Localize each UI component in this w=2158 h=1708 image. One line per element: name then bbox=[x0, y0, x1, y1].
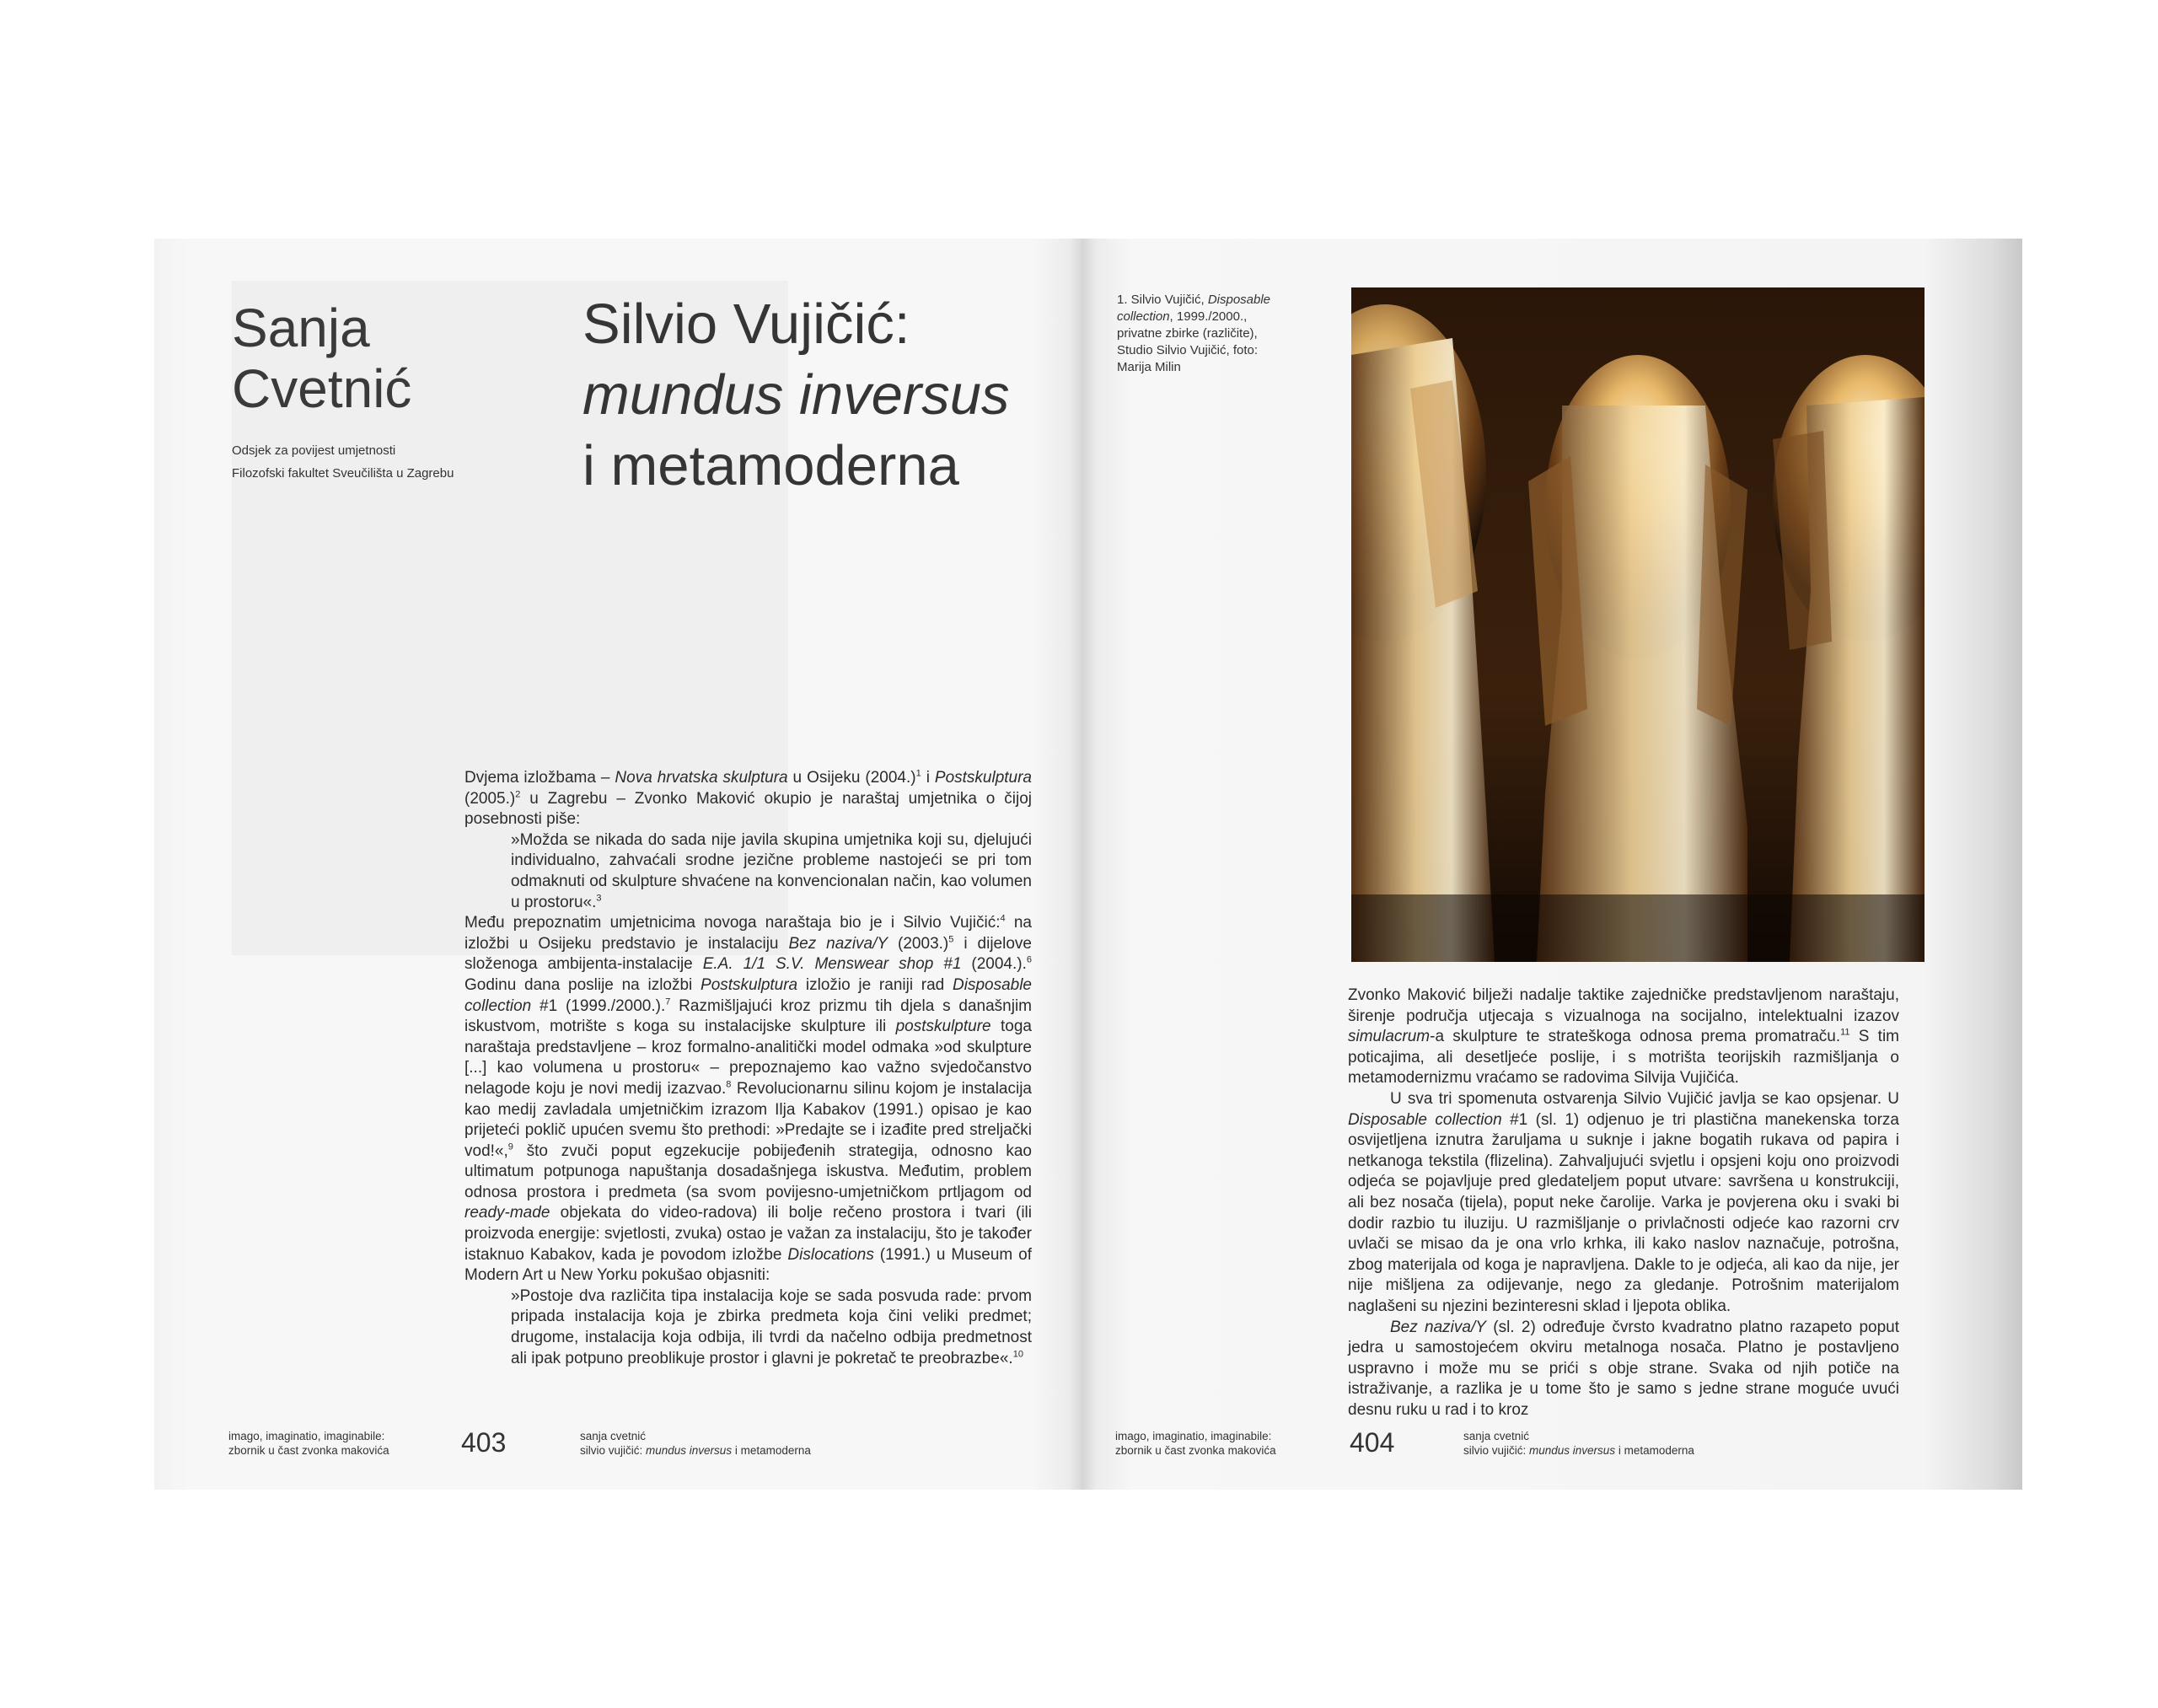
paragraph: U sva tri spomenuta ostvarenja Silvio Vujičić javlja se kao opsjenar. U Disposable collection #1 (sl. 1) odjenuo je tri plastična manekenska torza osvijetljena iznutra žaruljama u suknje i jakne bogatih rukava od papira i netkanoga tekstila (flizelina). Zahvaljujući svjetlu i opsjeni koju ono proizvodi odjeća se pojavljuje pred gledateljem poput utvare: savršena u konstrukciji, ali bez nosača (tijela), poput neke čarolije. Varka je povjerena oku i svaki bi dodir razbio tu iluziju. U razmišljanje o privlačnosti odjeće kao razorni crv uvlači se misao da je ona vrlo krhka, ili kako naslov naznačuje, potrošna, zbog materijala od koga je napravljena. Dakle to je odjeća, ali kao da nije, jer nije mišljena za odijevanje, nego za gledanje. Potrošnim materijalom naglašeni su njezini bezinteresni sklad i ljepota oblika. bbox=[1348, 1089, 1899, 1315]
footnote-marker: 2 bbox=[515, 789, 521, 800]
footer-book-title: imago, imaginatio, imaginabile: zbornik u čast zvonka makovića bbox=[228, 1430, 389, 1457]
title-line-1: Silvio Vujičić: bbox=[582, 293, 910, 356]
article-title bbox=[582, 289, 1009, 502]
paragraph: Zvonko Maković bilježi nadalje taktike zajedničke predstavljenom naraštaju, širenje područja utjecaja s vizualnoga na socijalno, intelektualni izazov simulacrum-a skulpture te strateškoga odnosa prema promatraču.$^{11}$ S tim poticajima, ali desetljeće poslije, i s motrišta teorijskih razmišljanja o metamodernizmu vraćamo se radovima Silvija Vujičića. bbox=[1348, 986, 1900, 1088]
book-spread bbox=[154, 239, 2022, 1490]
footnote-marker: 3 bbox=[596, 893, 602, 904]
page-number: 403 bbox=[461, 1427, 507, 1458]
footer-book-title: imago, imaginatio, imaginabile: zbornik u čast zvonka makovića bbox=[1115, 1430, 1276, 1457]
photo-mannequins-image bbox=[1351, 287, 1924, 962]
footnote-marker: 8 bbox=[726, 1079, 732, 1090]
affiliation-department: Odsjek za povijest umjetnosti bbox=[232, 443, 396, 458]
paragraph: Dvjema izložbama – Nova hrvatska skulptura u Osijeku $(2004.)^1$ i Postskulptura $(2005.)^2$ u Zagrebu – Zvonko Maković okupio je naraštaj umjetnika o čijoj posebnosti piše: bbox=[464, 768, 1033, 829]
footnote-marker: 1 bbox=[915, 768, 921, 779]
left-page bbox=[154, 239, 1082, 1490]
footnote-marker: 5 bbox=[948, 934, 954, 945]
title-line-2: mundus inversus bbox=[582, 363, 1010, 427]
figure-photo-disposable-collection bbox=[1351, 287, 1924, 962]
footnote-marker: 9 bbox=[507, 1141, 513, 1152]
right-page bbox=[1082, 239, 2022, 1490]
block-quote: »Postoje dva različita tipa instalacija koje se sada posvuda rade: prvom pripada instalacija koja je zbirka predmeta koja čini veliki predmet; drugome, instalacija koja odbija, ili tvrdi da načelno odbija predmetnost ali ipak potpuno preoblikuje prostor i glavni je pokretač te preobrazbe«.$^{10}$ bbox=[511, 1286, 1032, 1367]
footnote-marker: 10 bbox=[1012, 1349, 1023, 1360]
page-number: 404 bbox=[1350, 1427, 1395, 1458]
footnote-marker: 6 bbox=[1026, 955, 1033, 966]
figure-caption: 1. Silvio Vujičić, Disposable collection, 1999./2000., privatne zbirke (različite), Studio Silvio Vujičić, foto: Marija Milin bbox=[1117, 293, 1271, 374]
author-first-name: Sanja bbox=[232, 298, 370, 358]
paragraph: Bez naziva/Y (sl. 2) određuje čvrsto kvadratno platno razapeto poput jedra u samostojećem okviru metalnoga nosača. Platno je postavljeno uspravno i može mu se prići s obje strane. Svaka od njih potiče na istraživanje, a razlika je u tome što je samo s jedne strane moguće uvući desnu ruku u rad i to kroz bbox=[1348, 1318, 1899, 1419]
paragraph: Među prepoznatim umjetnicima novoga naraštaja bio je i Silvio Vujičić:$^4$ na izložbi u Osijeku predstavio je instalaciju Bez naziva/Y $(2003.)^5$ i dijelove složenoga ambijenta-instalacije E.A. 1/1 S.V. Menswear shop #1 (2004.).$^6$ Godinu dana poslije na izložbi Postskulptura izložio je raniji rad Disposable collection #1 (1999./2000.).$^7$ Razmišljajući kroz prizmu tih djela s današnjim iskustvom, motrište s koga su instalacijske skulpture ili postskulpture toga naraštaja predstavljene – kroz formalno-analitički model odmaka »od skulpture [...] kao volumena u prostoru« – prepoznajemo kao važno svjedočanstvo nelagode koju je novi medij izazvao.$^8$ Revolucionarnu silinu kojom je instalacija kao medij zavladala umjetničkim izrazom Ilja Kabakov (1991.) opisao je kao prijeteći poklič upućen svemu što prethodi: »Predajte se i izađite pred streljački vod!«,$^9$ što zvuči poput egzekucije pobijeđenih strategija, odnosno kao ultimatum potpunoga napuštanja dosadašnjega iskustva. Međutim, problem odnosa prostora i predmeta (sa svom povijesno-umjetničkom prtljagom od ready-made objekata do video-radova) ili bolje rečeno prostora i tvari (ili proizvoda energije: svjetlosti, zvuka) ostao je važan za instalaciju, što je također istaknuo Kabakov, kada je povodom izložbe Dislocations (1991.) u Museum of Modern Art u New Yorku pokušao objasniti: bbox=[464, 913, 1033, 1285]
footer-running-head: sanja cvetnić silvio vujičić: mundus inversus i metamoderna bbox=[1463, 1430, 1694, 1457]
right-body-text bbox=[1348, 986, 1899, 1421]
author-name bbox=[232, 298, 411, 419]
footer-running-head: sanja cvetnić silvio vujičić: mundus inversus i metamoderna bbox=[580, 1430, 811, 1457]
affiliation-faculty: Filozofski fakultet Sveučilišta u Zagrebu bbox=[232, 466, 454, 481]
footnote-marker: 7 bbox=[665, 996, 671, 1007]
footnote-marker: 11 bbox=[1840, 1027, 1850, 1038]
author-affiliation bbox=[232, 439, 454, 485]
title-line-3: i metamoderna bbox=[582, 434, 959, 497]
footnote-marker: 4 bbox=[1000, 913, 1006, 924]
block-quote: »Možda se nikada do sada nije javila skupina umjetnika koji su, djelujući individualno, zahvaćali srodne jezične probleme nastojeći se pri tom odmaknuti od skulpture shvaćene na konvencionalan način, kao volumen u prostoru«.$^3$ bbox=[511, 830, 1032, 911]
left-body-text bbox=[464, 768, 1032, 1369]
author-last-name: Cvetnić bbox=[232, 358, 412, 419]
